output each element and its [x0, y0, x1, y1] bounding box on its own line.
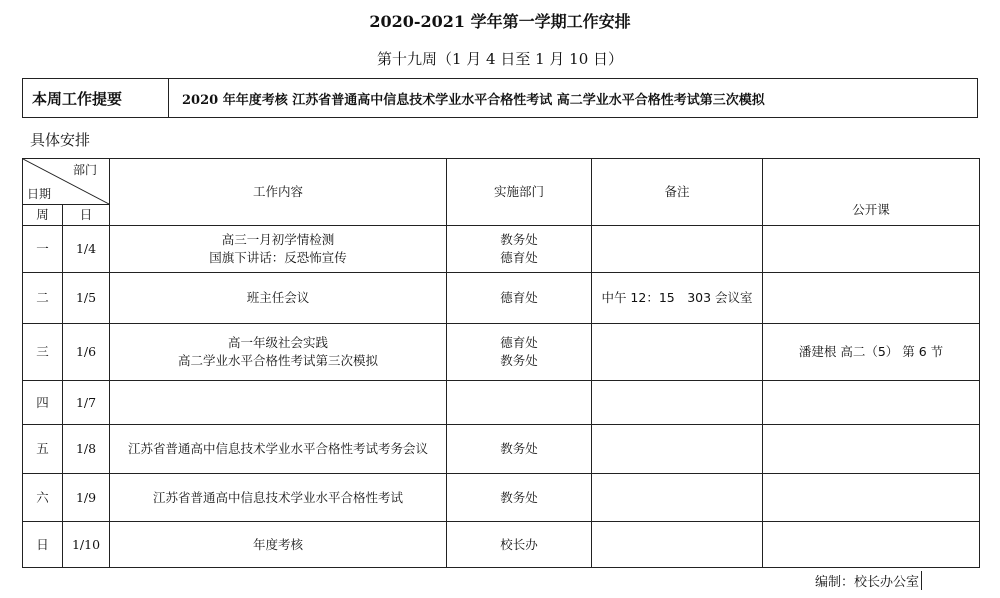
open-class-cell: [763, 425, 980, 474]
dept-line: 教务处: [500, 232, 538, 247]
subheader-day: 日: [63, 205, 110, 226]
open-class-cell: [763, 522, 980, 568]
open-class-cell: 潘建根 高二（5） 第 6 节: [763, 324, 980, 381]
dept-cell: [447, 324, 592, 381]
corner-header: [23, 159, 110, 205]
header-open-class: 公开课: [763, 159, 980, 226]
content-cell: 江苏省普通高中信息技术学业水平合格性考试考务会议: [110, 425, 447, 474]
content-cell: [110, 381, 447, 425]
weekday-cell: 三: [23, 324, 63, 381]
subheader-week: 周: [23, 205, 63, 226]
section-label: 具体安排: [30, 131, 91, 149]
schedule-table: [22, 158, 980, 568]
weekly-summary-box: [22, 78, 978, 118]
page-title: 2020-2021 学年第一学期工作安排: [369, 12, 631, 31]
content-cell: 江苏省普通高中信息技术学业水平合格性考试: [110, 474, 447, 522]
table-row: [23, 474, 980, 522]
open-class-cell: [763, 381, 980, 425]
date-cell: 1/8: [63, 425, 110, 474]
date-cell: 1/10: [63, 522, 110, 568]
dept-cell: [447, 226, 592, 273]
open-class-cell: [763, 474, 980, 522]
open-class-cell: [763, 226, 980, 273]
week-subtitle: 第十九周（1 月 4 日至 1 月 10 日）: [376, 50, 624, 68]
content-line: 高三一月初学情检测: [221, 232, 335, 247]
weekday-cell: 四: [23, 381, 63, 425]
weekday-cell: 日: [23, 522, 63, 568]
note-cell: 中午 12：15 303 会议室: [592, 273, 763, 324]
open-class-cell: [763, 273, 980, 324]
dept-line: 德育处: [500, 335, 538, 350]
table-row: [23, 226, 980, 273]
editor-footer: 编制：校长办公室: [815, 571, 922, 590]
summary-content: 2020 年年度考核 江苏省普通高中信息技术学业水平合格性考试 高二学业水平合格性考试第三次模拟: [182, 92, 765, 108]
dept-cell: 教务处: [447, 425, 592, 474]
header-row: [23, 159, 980, 205]
content-line: 国旗下讲话：反恐怖宣传: [209, 250, 347, 265]
content-line: 高二学业水平合格性考试第三次模拟: [177, 353, 378, 368]
content-cell: [110, 226, 447, 273]
note-cell: [592, 324, 763, 381]
note-cell: [592, 522, 763, 568]
summary-label: 本周工作提要: [23, 79, 169, 117]
content-line: 高一年级社会实践: [227, 335, 328, 350]
note-cell: [592, 381, 763, 425]
weekday-cell: 六: [23, 474, 63, 522]
dept-cell: 教务处: [447, 474, 592, 522]
content-cell: 班主任会议: [110, 273, 447, 324]
date-cell: 1/4: [63, 226, 110, 273]
weekday-cell: 五: [23, 425, 63, 474]
dept-line: 德育处: [500, 250, 538, 265]
header-content: 工作内容: [110, 159, 447, 226]
dept-cell: [447, 381, 592, 425]
note-cell: [592, 425, 763, 474]
date-cell: 1/5: [63, 273, 110, 324]
note-cell: [592, 226, 763, 273]
table-row: [23, 381, 980, 425]
dept-line: 教务处: [500, 353, 538, 368]
content-cell: 年度考核: [110, 522, 447, 568]
weekday-cell: 二: [23, 273, 63, 324]
header-dept: 实施部门: [447, 159, 592, 226]
corner-dept-label: 部门: [72, 163, 97, 177]
date-cell: 1/6: [63, 324, 110, 381]
table-row: [23, 425, 980, 474]
corner-date-label: 日期: [27, 187, 52, 201]
table-row: [23, 522, 980, 568]
date-cell: 1/9: [63, 474, 110, 522]
table-row: [23, 324, 980, 381]
dept-cell: 德育处: [447, 273, 592, 324]
content-cell: [110, 324, 447, 381]
table-row: [23, 273, 980, 324]
header-note: 备注: [592, 159, 763, 226]
note-cell: [592, 474, 763, 522]
date-cell: 1/7: [63, 381, 110, 425]
dept-cell: 校长办: [447, 522, 592, 568]
weekday-cell: 一: [23, 226, 63, 273]
